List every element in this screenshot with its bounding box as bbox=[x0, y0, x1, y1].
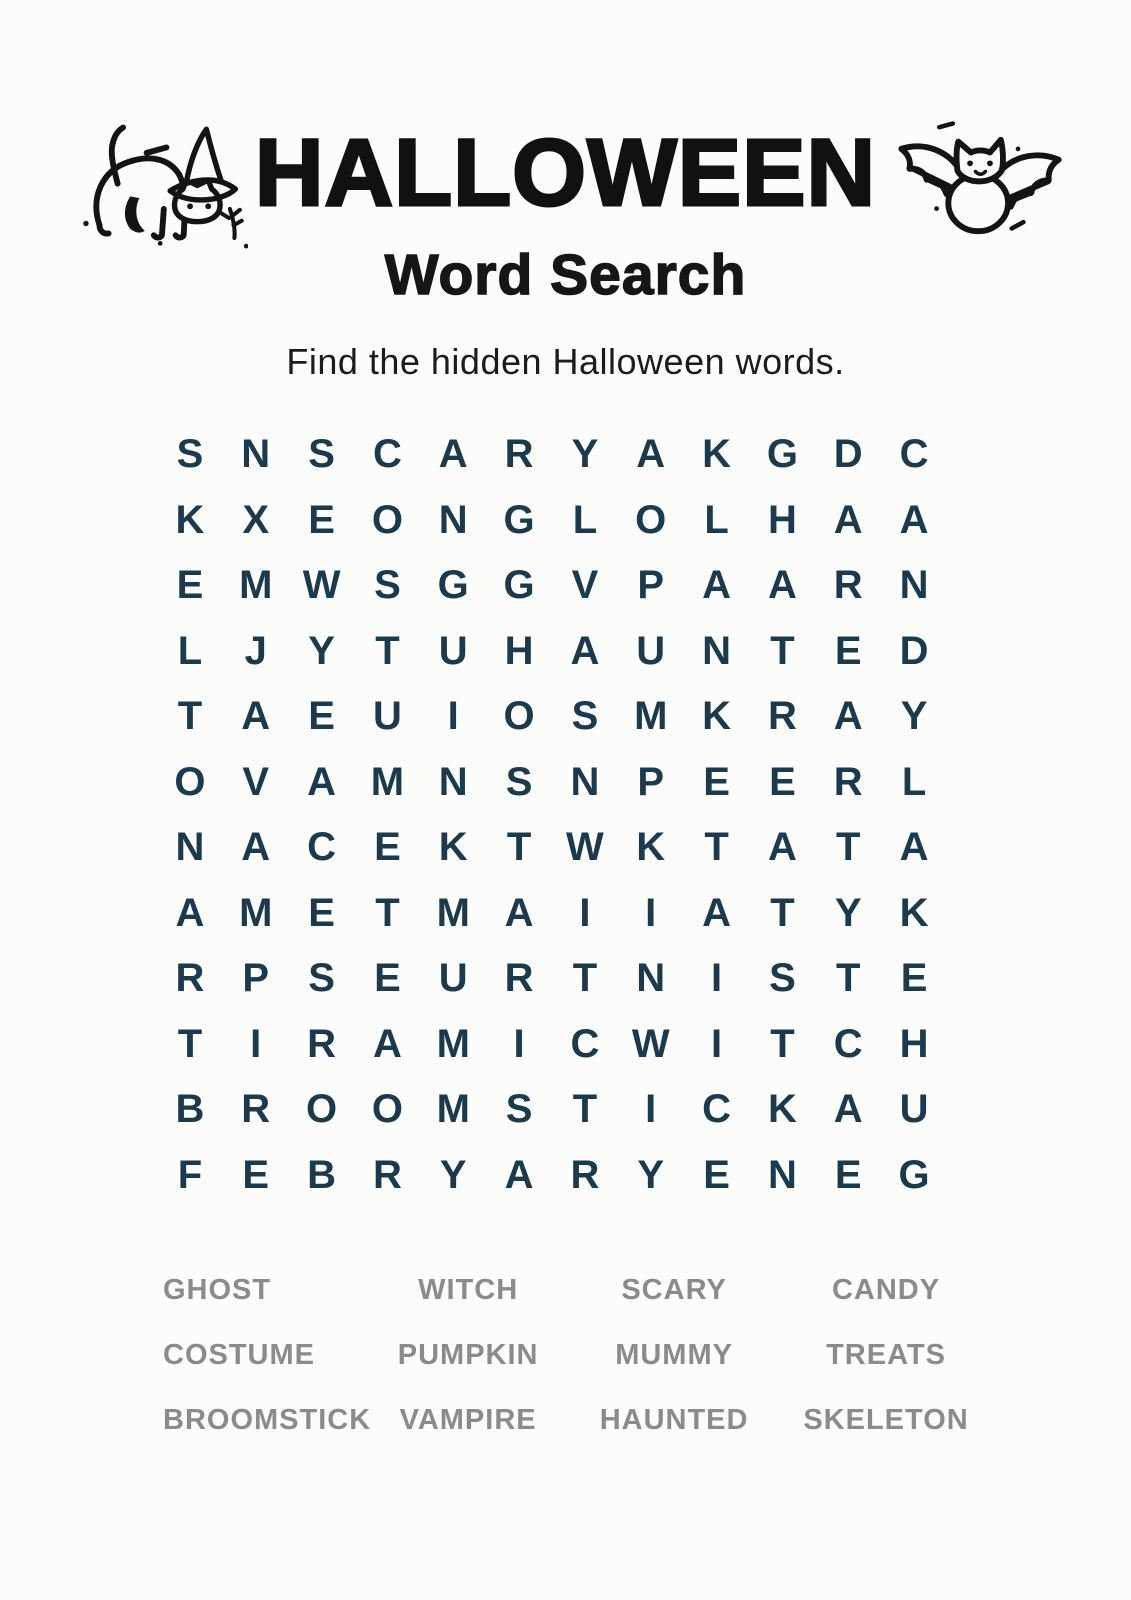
grid-cell[interactable]: R bbox=[570, 1152, 600, 1197]
grid-cell[interactable]: Y bbox=[834, 890, 862, 935]
word-list-item: TREATS bbox=[826, 1339, 946, 1371]
grid-cell[interactable]: O bbox=[174, 759, 206, 804]
grid-cell[interactable]: K bbox=[438, 825, 468, 870]
word-list-item: COSTUME bbox=[163, 1339, 315, 1371]
grid-cell[interactable]: A bbox=[899, 497, 929, 542]
grid-cell[interactable]: F bbox=[177, 1152, 203, 1197]
instruction-text: Find the hidden Halloween words. bbox=[286, 341, 845, 382]
grid-cell[interactable]: Y bbox=[637, 1152, 665, 1197]
grid-cell[interactable]: J bbox=[244, 628, 267, 673]
grid-cell[interactable]: O bbox=[371, 497, 403, 542]
grid-cell[interactable]: A bbox=[241, 694, 271, 739]
grid-cell[interactable]: A bbox=[899, 825, 929, 870]
grid-cell[interactable]: N bbox=[899, 563, 929, 608]
grid-cell[interactable]: D bbox=[833, 432, 863, 477]
grid-cell[interactable]: E bbox=[242, 1152, 270, 1197]
word-list-item: CANDY bbox=[831, 1274, 941, 1306]
word-list-item: SKELETON bbox=[803, 1404, 969, 1436]
grid-cell[interactable]: K bbox=[899, 890, 929, 935]
grid-cell[interactable]: K bbox=[702, 694, 732, 739]
grid-cell[interactable]: N bbox=[702, 628, 732, 673]
grid-cell[interactable]: R bbox=[307, 1021, 337, 1066]
grid-cell[interactable]: S bbox=[308, 956, 335, 1001]
grid-cell[interactable]: A bbox=[175, 890, 205, 935]
grid-cell[interactable]: A bbox=[833, 497, 863, 542]
grid-cell[interactable]: S bbox=[308, 432, 335, 477]
grid-cell[interactable]: S bbox=[571, 694, 599, 739]
grid-cell[interactable]: A bbox=[636, 432, 666, 477]
grid-cell[interactable]: W bbox=[302, 563, 341, 608]
grid-cell[interactable]: A bbox=[372, 1021, 402, 1066]
page-header bbox=[0, 0, 1131, 380]
grid-cell[interactable]: T bbox=[375, 890, 400, 935]
grid-cell[interactable]: I bbox=[579, 890, 591, 935]
grid-cell[interactable]: T bbox=[375, 628, 400, 673]
grid-cell[interactable]: Y bbox=[439, 1152, 467, 1197]
grid-cell[interactable]: L bbox=[901, 759, 927, 804]
word-list-item: MUMMY bbox=[615, 1339, 733, 1371]
grid-cell[interactable]: U bbox=[438, 628, 468, 673]
grid-cell[interactable]: S bbox=[769, 956, 796, 1001]
grid-cell[interactable]: E bbox=[769, 759, 796, 804]
grid-cell[interactable]: I bbox=[711, 1021, 723, 1066]
grid-cell[interactable]: I bbox=[250, 1021, 262, 1066]
grid-cell[interactable]: P bbox=[637, 563, 665, 608]
grid-cell[interactable]: T bbox=[704, 825, 729, 870]
grid-cell[interactable]: O bbox=[306, 1087, 338, 1132]
grid-cell[interactable]: A bbox=[504, 890, 534, 935]
word-list-item: GHOST bbox=[163, 1274, 272, 1306]
grid-cell[interactable]: I bbox=[711, 956, 723, 1001]
word-list-item: BROOMSTICK bbox=[163, 1404, 372, 1436]
grid-cell[interactable]: A bbox=[241, 825, 271, 870]
grid-cell[interactable]: T bbox=[770, 1021, 795, 1066]
grid-cell[interactable]: G bbox=[503, 497, 535, 542]
grid-cell[interactable]: H bbox=[767, 497, 797, 542]
grid-cell[interactable]: R bbox=[833, 563, 863, 608]
grid-cell[interactable]: H bbox=[504, 628, 534, 673]
word-list bbox=[163, 1274, 969, 1437]
grid-cell[interactable]: R bbox=[241, 1087, 271, 1132]
grid-cell[interactable]: U bbox=[372, 694, 402, 739]
grid-cell[interactable]: G bbox=[898, 1152, 930, 1197]
grid-cell[interactable]: E bbox=[703, 759, 730, 804]
grid-cell[interactable]: C bbox=[702, 1087, 732, 1132]
grid-cell[interactable]: R bbox=[372, 1152, 402, 1197]
grid-cell[interactable]: I bbox=[513, 1021, 525, 1066]
grid-cell[interactable]: W bbox=[566, 825, 604, 870]
grid-cell[interactable]: N bbox=[636, 956, 666, 1001]
grid-cell[interactable]: S bbox=[505, 759, 533, 804]
grid-cell[interactable]: Y bbox=[571, 432, 599, 477]
grid-cell[interactable]: M bbox=[239, 563, 273, 608]
grid-cell[interactable]: T bbox=[836, 956, 861, 1001]
grid-cell[interactable]: C bbox=[307, 825, 337, 870]
grid-cell[interactable]: N bbox=[241, 432, 271, 477]
page-subtitle: Word Search bbox=[384, 243, 747, 307]
word-list-item: HAUNTED bbox=[599, 1404, 749, 1436]
grid-cell[interactable]: L bbox=[704, 497, 729, 542]
word-list-item: VAMPIRE bbox=[399, 1404, 537, 1436]
word-list-item: WITCH bbox=[418, 1274, 519, 1306]
grid-cell[interactable]: A bbox=[570, 628, 600, 673]
grid-cell[interactable]: U bbox=[438, 956, 468, 1001]
grid-cell[interactable]: K bbox=[636, 825, 666, 870]
grid-cell[interactable]: E bbox=[308, 497, 335, 542]
cat-witch-hat-icon bbox=[76, 110, 248, 260]
grid-cell[interactable]: G bbox=[437, 563, 469, 608]
grid-cell[interactable]: Y bbox=[900, 694, 928, 739]
grid-cell[interactable]: A bbox=[833, 694, 863, 739]
word-list-item: SCARY bbox=[621, 1274, 727, 1306]
grid-cell[interactable]: M bbox=[634, 694, 668, 739]
grid-cell[interactable]: C bbox=[833, 1021, 863, 1066]
grid-cell[interactable]: N bbox=[438, 759, 468, 804]
grid-cell[interactable]: A bbox=[702, 890, 732, 935]
grid-cell[interactable]: R bbox=[833, 759, 863, 804]
grid-cell[interactable]: U bbox=[636, 628, 666, 673]
grid-cell[interactable]: V bbox=[242, 759, 270, 804]
grid-cell[interactable]: K bbox=[767, 1087, 797, 1132]
grid-cell[interactable]: V bbox=[571, 563, 599, 608]
grid-cell[interactable]: N bbox=[438, 497, 468, 542]
grid-cell[interactable]: K bbox=[702, 432, 732, 477]
grid-cell[interactable]: O bbox=[635, 497, 667, 542]
grid-cell[interactable]: I bbox=[645, 1087, 657, 1132]
grid-cell[interactable]: E bbox=[834, 1152, 862, 1197]
grid-cell[interactable]: O bbox=[371, 1087, 403, 1132]
grid-cell[interactable]: T bbox=[572, 1087, 598, 1132]
grid-cell[interactable]: E bbox=[308, 890, 335, 935]
grid-cell[interactable]: A bbox=[767, 825, 797, 870]
grid-cell[interactable]: I bbox=[645, 890, 657, 935]
grid-cell[interactable]: T bbox=[177, 694, 203, 739]
page-title: HALLOWEEN bbox=[254, 120, 877, 226]
grid-cell[interactable]: T bbox=[770, 628, 795, 673]
grid-cell[interactable]: P bbox=[242, 956, 270, 1001]
grid-cell[interactable]: L bbox=[572, 497, 598, 542]
grid-cell[interactable]: M bbox=[436, 1021, 470, 1066]
grid-cell[interactable]: B bbox=[307, 1152, 337, 1197]
grid-cell[interactable]: S bbox=[505, 1087, 533, 1132]
grid-cell[interactable]: M bbox=[239, 890, 273, 935]
grid-cell[interactable]: E bbox=[900, 956, 928, 1001]
grid-cell[interactable]: I bbox=[447, 694, 459, 739]
grid-cell[interactable]: R bbox=[175, 956, 205, 1001]
grid-cell[interactable]: M bbox=[436, 890, 470, 935]
grid-cell[interactable]: M bbox=[436, 1087, 470, 1132]
grid-cell[interactable]: B bbox=[175, 1087, 205, 1132]
grid-cell[interactable]: Y bbox=[308, 628, 335, 673]
grid-cell[interactable]: T bbox=[770, 890, 795, 935]
grid-cell[interactable]: C bbox=[372, 432, 402, 477]
grid-cell[interactable]: A bbox=[438, 432, 468, 477]
grid-cell[interactable]: A bbox=[833, 1087, 863, 1132]
grid-cell[interactable]: N bbox=[767, 1152, 797, 1197]
grid-cell[interactable]: U bbox=[899, 1087, 929, 1132]
grid-cell[interactable]: E bbox=[834, 628, 862, 673]
grid-cell[interactable]: T bbox=[177, 1021, 203, 1066]
grid-cell[interactable]: G bbox=[766, 432, 798, 477]
grid-cell[interactable]: L bbox=[177, 628, 203, 673]
grid-cell[interactable]: C bbox=[899, 432, 929, 477]
grid-cell[interactable]: S bbox=[374, 563, 401, 608]
grid-cell[interactable]: R bbox=[504, 956, 534, 1001]
grid-cell[interactable]: N bbox=[570, 759, 600, 804]
grid-cell[interactable]: E bbox=[703, 1152, 730, 1197]
grid-cell[interactable]: K bbox=[175, 497, 205, 542]
grid-cell[interactable]: C bbox=[570, 1021, 600, 1066]
grid-cell[interactable]: R bbox=[767, 694, 797, 739]
letter-grid bbox=[157, 422, 947, 1208]
grid-cell[interactable]: A bbox=[702, 563, 732, 608]
grid-cell[interactable]: E bbox=[176, 563, 204, 608]
grid-cell[interactable]: R bbox=[504, 432, 534, 477]
grid-cell[interactable]: N bbox=[175, 825, 205, 870]
grid-cell[interactable]: P bbox=[637, 759, 665, 804]
bat-icon bbox=[885, 112, 1075, 240]
grid-cell[interactable]: O bbox=[503, 694, 535, 739]
grid-cell[interactable]: S bbox=[176, 432, 204, 477]
grid-cell[interactable]: T bbox=[836, 825, 861, 870]
grid-cell[interactable]: H bbox=[899, 1021, 929, 1066]
grid-cell[interactable]: W bbox=[631, 1021, 670, 1066]
grid-cell[interactable]: E bbox=[308, 694, 335, 739]
grid-cell[interactable]: T bbox=[506, 825, 532, 870]
grid-cell[interactable]: E bbox=[374, 956, 401, 1001]
grid-cell[interactable]: A bbox=[504, 1152, 534, 1197]
grid-cell[interactable]: G bbox=[503, 563, 535, 608]
grid-cell[interactable]: D bbox=[899, 628, 929, 673]
grid-cell[interactable]: T bbox=[572, 956, 598, 1001]
grid-cell[interactable]: A bbox=[307, 759, 337, 804]
word-list-item: PUMPKIN bbox=[397, 1339, 539, 1371]
grid-cell[interactable]: A bbox=[767, 563, 797, 608]
grid-cell[interactable]: X bbox=[242, 497, 270, 542]
grid-cell[interactable]: E bbox=[374, 825, 401, 870]
grid-cell[interactable]: M bbox=[370, 759, 405, 804]
